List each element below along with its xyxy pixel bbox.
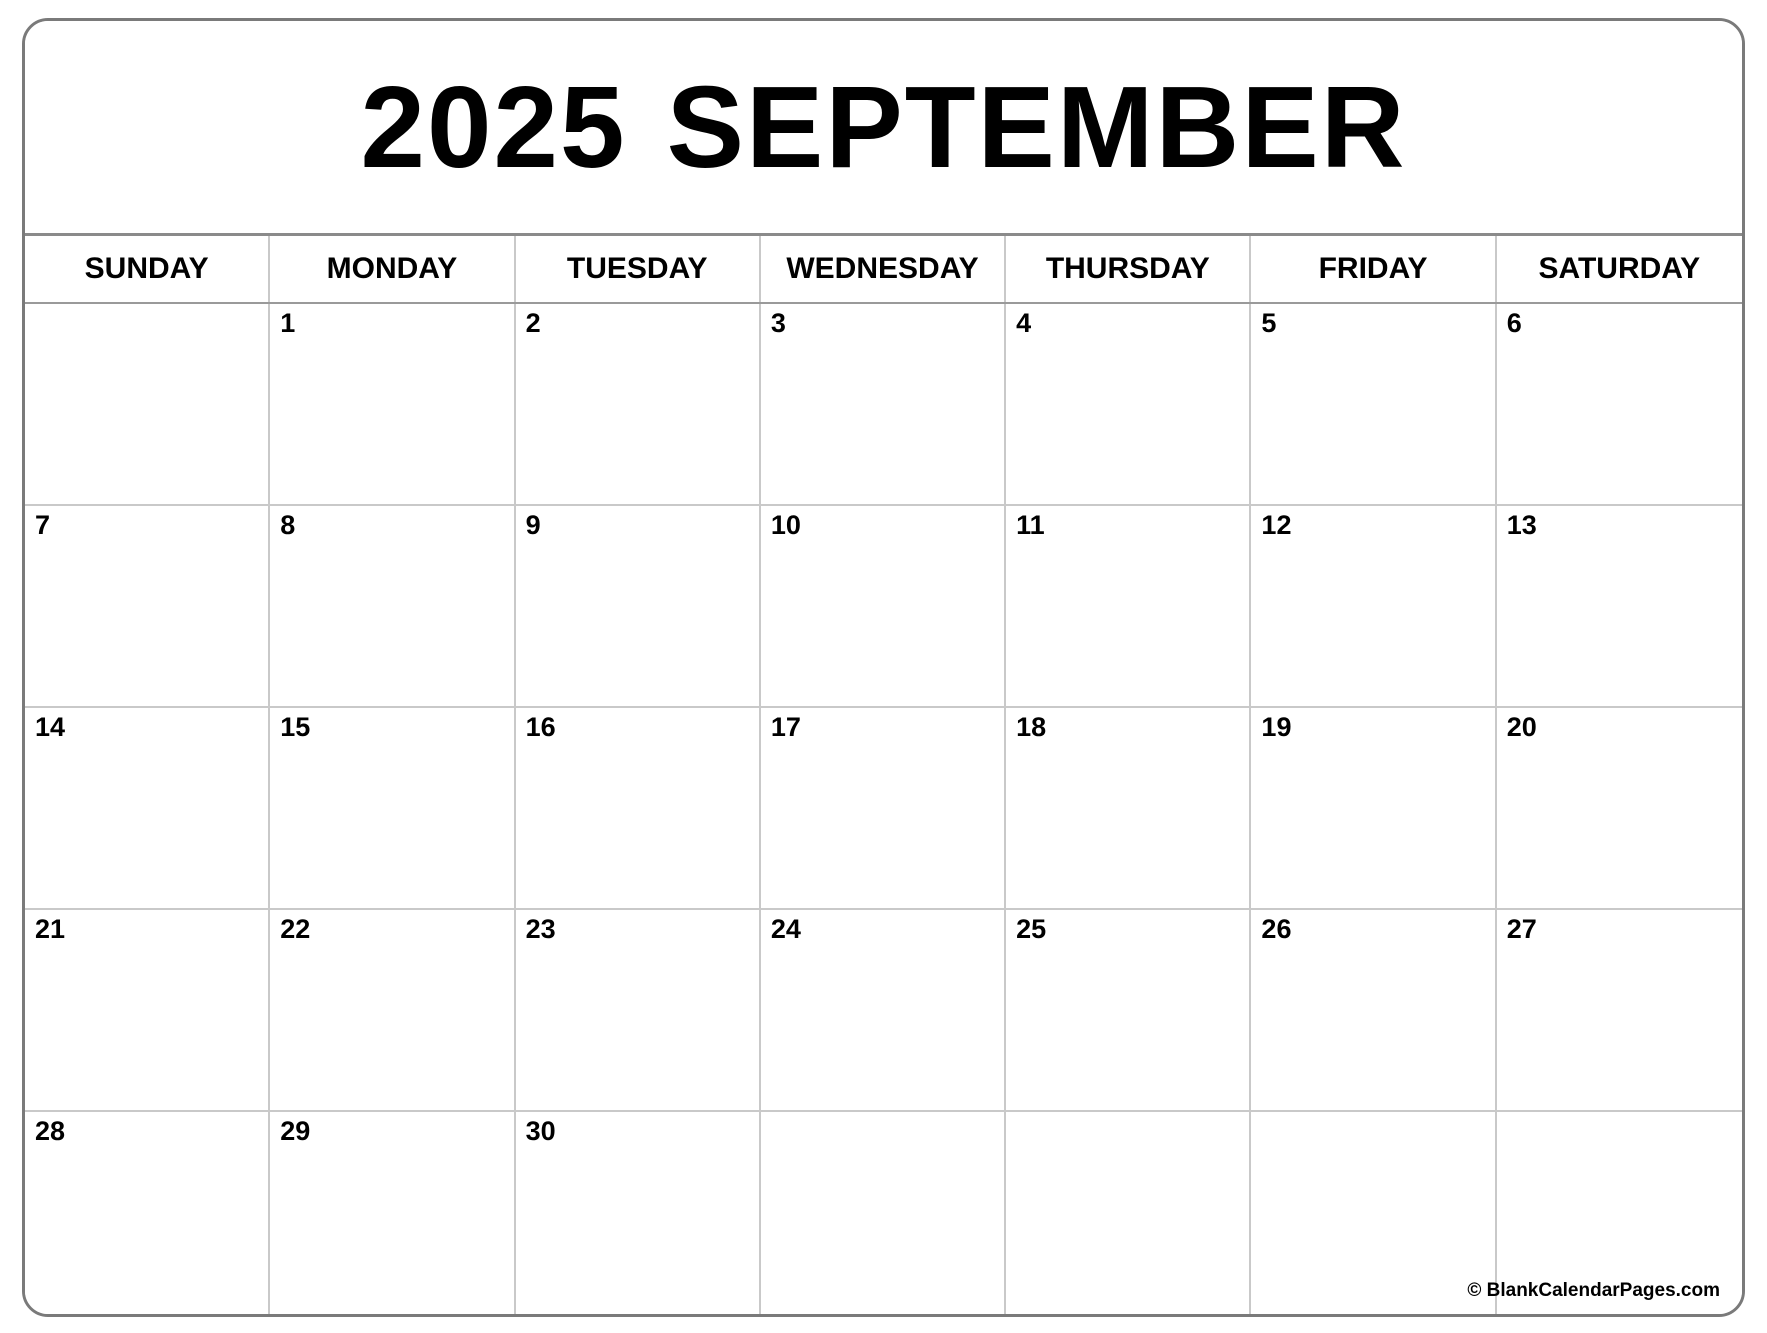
weekday-header-tuesday: TUESDAY — [516, 236, 761, 302]
day-cell[interactable] — [1006, 708, 1251, 908]
day-number: 3 — [770, 308, 786, 338]
day-number: 14 — [35, 712, 66, 742]
day-cell[interactable] — [1006, 506, 1251, 706]
day-number: 30 — [525, 1116, 556, 1146]
day-cell[interactable] — [1497, 506, 1742, 706]
day-number: 10 — [770, 510, 801, 540]
weekday-header-sunday: SUNDAY — [25, 236, 270, 302]
day-number: 7 — [35, 510, 51, 540]
day-number: 16 — [525, 712, 556, 742]
weekday-header-wednesday: WEDNESDAY — [761, 236, 1006, 302]
weekday-header-friday: FRIDAY — [1251, 236, 1496, 302]
day-number: 19 — [1261, 712, 1292, 742]
day-cell[interactable] — [1497, 910, 1742, 1110]
weekday-header-monday: MONDAY — [270, 236, 515, 302]
day-cell[interactable] — [1006, 304, 1251, 504]
day-number: 2 — [525, 308, 541, 338]
day-cell[interactable] — [516, 506, 761, 706]
day-cell[interactable] — [1251, 708, 1496, 908]
day-number: 4 — [1016, 308, 1032, 338]
day-cell[interactable] — [761, 910, 1006, 1110]
page-title — [360, 62, 1407, 192]
day-cell[interactable] — [1497, 708, 1742, 908]
day-number: 26 — [1261, 914, 1292, 944]
day-cell[interactable] — [761, 304, 1006, 504]
day-number: 24 — [770, 914, 801, 944]
day-number: 12 — [1261, 510, 1292, 540]
site-credit: © BlankCalendarPages.com — [1467, 1280, 1720, 1301]
day-cell[interactable] — [761, 1112, 1006, 1314]
calendar-weeks-grid — [25, 304, 1742, 1314]
day-cell[interactable] — [516, 910, 761, 1110]
calendar-title-bar — [25, 21, 1742, 236]
day-cell[interactable] — [1251, 304, 1496, 504]
calendar-frame — [22, 18, 1745, 1317]
day-number: 29 — [280, 1116, 311, 1146]
day-cell[interactable] — [270, 506, 515, 706]
day-cell[interactable] — [1006, 910, 1251, 1110]
day-number: 23 — [525, 914, 556, 944]
day-cell[interactable] — [270, 1112, 515, 1314]
day-number: 18 — [1016, 712, 1047, 742]
day-number: 5 — [1261, 308, 1277, 338]
day-cell[interactable] — [25, 910, 270, 1110]
day-number: 28 — [35, 1116, 66, 1146]
day-cell[interactable] — [25, 1112, 270, 1314]
day-number: 11 — [1016, 510, 1045, 540]
weekday-header-thursday: THURSDAY — [1006, 236, 1251, 302]
day-number: 22 — [280, 914, 311, 944]
day-number: 20 — [1506, 712, 1537, 742]
day-cell[interactable] — [516, 1112, 761, 1314]
day-cell[interactable] — [516, 708, 761, 908]
day-cell[interactable] — [25, 304, 270, 504]
day-cell[interactable] — [270, 910, 515, 1110]
day-cell[interactable] — [516, 304, 761, 504]
day-number: 15 — [280, 712, 311, 742]
week-row — [25, 506, 1742, 708]
day-cell[interactable] — [25, 708, 270, 908]
day-cell[interactable] — [270, 304, 515, 504]
week-row — [25, 708, 1742, 910]
day-number: 1 — [280, 308, 296, 338]
day-number: 13 — [1506, 510, 1537, 540]
day-cell[interactable] — [1251, 910, 1496, 1110]
weekday-header-row — [25, 236, 1742, 304]
day-cell[interactable] — [1251, 506, 1496, 706]
title-year: 2025 — [360, 62, 627, 192]
day-cell[interactable] — [1251, 1112, 1496, 1314]
day-number: 21 — [35, 914, 66, 944]
day-number: 6 — [1506, 308, 1522, 338]
day-cell[interactable] — [1497, 304, 1742, 504]
title-month: SEPTEMBER — [666, 62, 1407, 192]
day-number: 27 — [1506, 914, 1537, 944]
day-number: 9 — [525, 510, 541, 540]
day-cell[interactable] — [1006, 1112, 1251, 1314]
weekday-header-saturday: SATURDAY — [1497, 236, 1742, 302]
day-cell[interactable] — [761, 708, 1006, 908]
day-cell[interactable] — [270, 708, 515, 908]
day-cell[interactable] — [761, 506, 1006, 706]
week-row — [25, 304, 1742, 506]
day-number: 25 — [1016, 914, 1047, 944]
day-cell[interactable] — [25, 506, 270, 706]
day-number: 17 — [770, 712, 801, 742]
day-number: 8 — [280, 510, 296, 540]
week-row — [25, 910, 1742, 1112]
